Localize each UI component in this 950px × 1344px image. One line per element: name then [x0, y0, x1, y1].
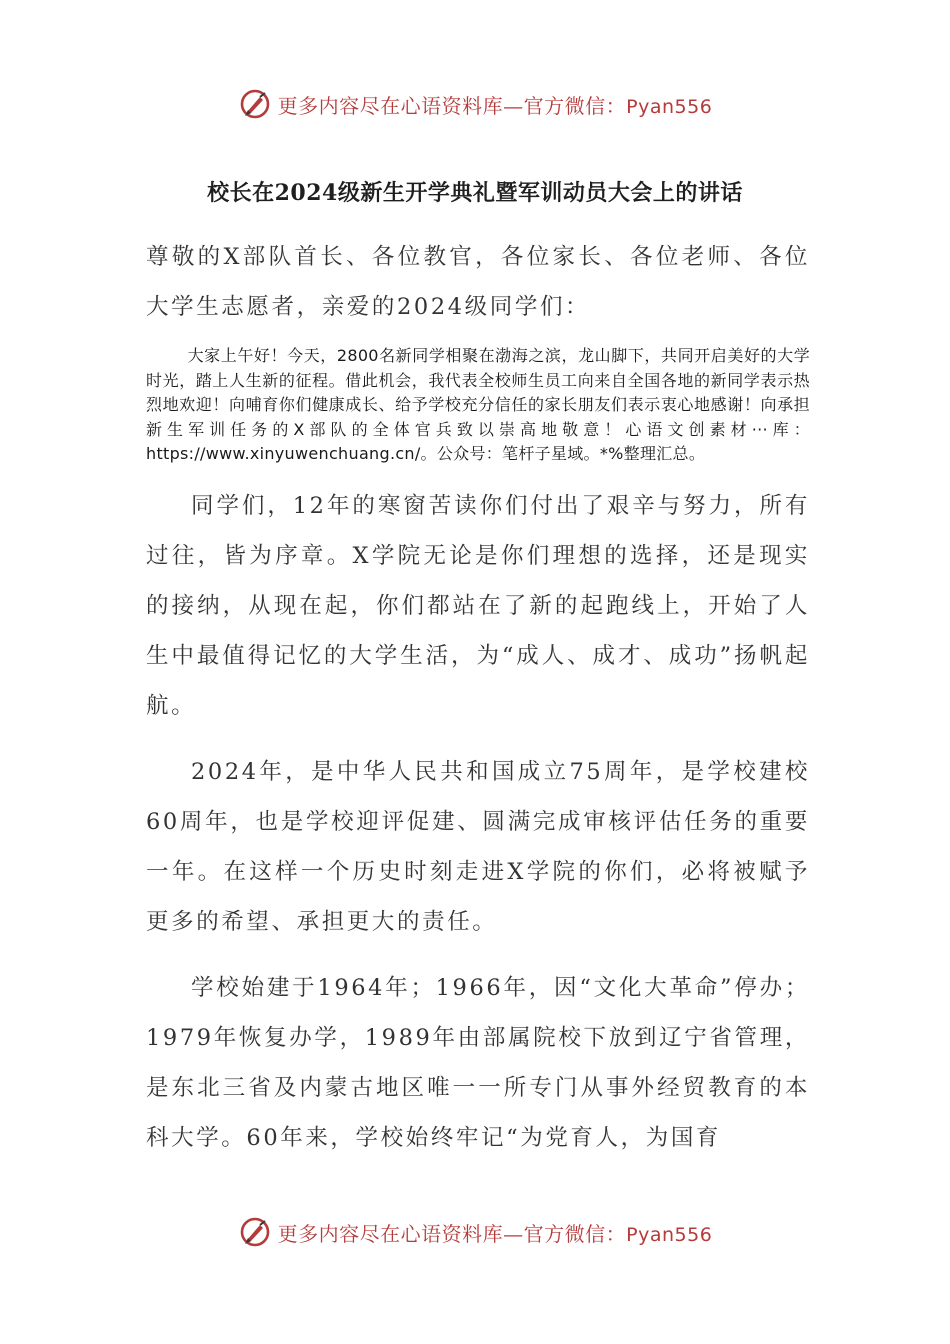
header-banner-handle: Pyan556	[626, 95, 713, 118]
greeting-paragraph: 大家上午好！今天，2800名新同学相聚在渤海之滨，龙山脚下，共同开启美好的大学时光，踏上人生新的征程。借此机会，我代表全校师生员工向来自全国各地的新同学表示热烈地欢迎！向哺育你们健康成长、给予学校充分信任的家长朋友们表示衷心地感谢！向承担新生军训任务的X部队的全体官兵致以崇高地敬意！心语文创素材···库：https://www.xinyuwenchuang.cn/。公众号：笔杆子星域。*%整理汇总。	[146, 346, 810, 463]
pen-logo-icon	[238, 87, 272, 121]
header-banner-label: 更多内容尽在心语资料库—官方微信：	[277, 93, 627, 118]
body-paragraph-1: 同学们，12年的寒窗苦读你们付出了艰辛与努力，所有过往，皆为序章。X学院无论是你们理想的选择，还是现实的接纳，从现在起，你们都站在了新的起跑线上，开始了人生中最值得记忆的大学生活，为“成人、成才、成功”扬帆起航。	[146, 492, 810, 719]
body-paragraph-3: 学校始建于1964年；1966年，因“文化大革命”停办；1979年恢复办学，1989年由部属院校下放到辽宁省管理，是东北三省及内蒙古地区唯一一所专门从事外经贸教育的本科大学。60年来，学校始终牢记“为党育人，为国育	[146, 974, 810, 1151]
footer-banner-handle: Pyan556	[626, 1223, 713, 1246]
header-banner-text	[278, 90, 713, 119]
footer-banner-text	[278, 1218, 713, 1247]
page-title: 校长在2024级新生开学典礼暨军训动员大会上的讲话	[207, 180, 743, 206]
footer-banner-label: 更多内容尽在心语资料库—官方微信：	[277, 1221, 627, 1246]
footer-banner	[0, 1212, 950, 1252]
header-banner	[0, 84, 950, 124]
salutation: 尊敬的X部队首长、各位教官，各位家长、各位老师、各位大学生志愿者，亲爱的2024级同学们：	[146, 244, 810, 320]
pen-logo-icon	[238, 1215, 272, 1249]
body-paragraph-2: 2024年，是中华人民共和国成立75周年，是学校建校60周年，也是学校迎评促建、圆满完成审核评估任务的重要一年。在这样一个历史时刻走进X学院的你们，必将被赋予更多的希望、承担更大的责任。	[146, 758, 810, 935]
document-body	[146, 232, 810, 1163]
